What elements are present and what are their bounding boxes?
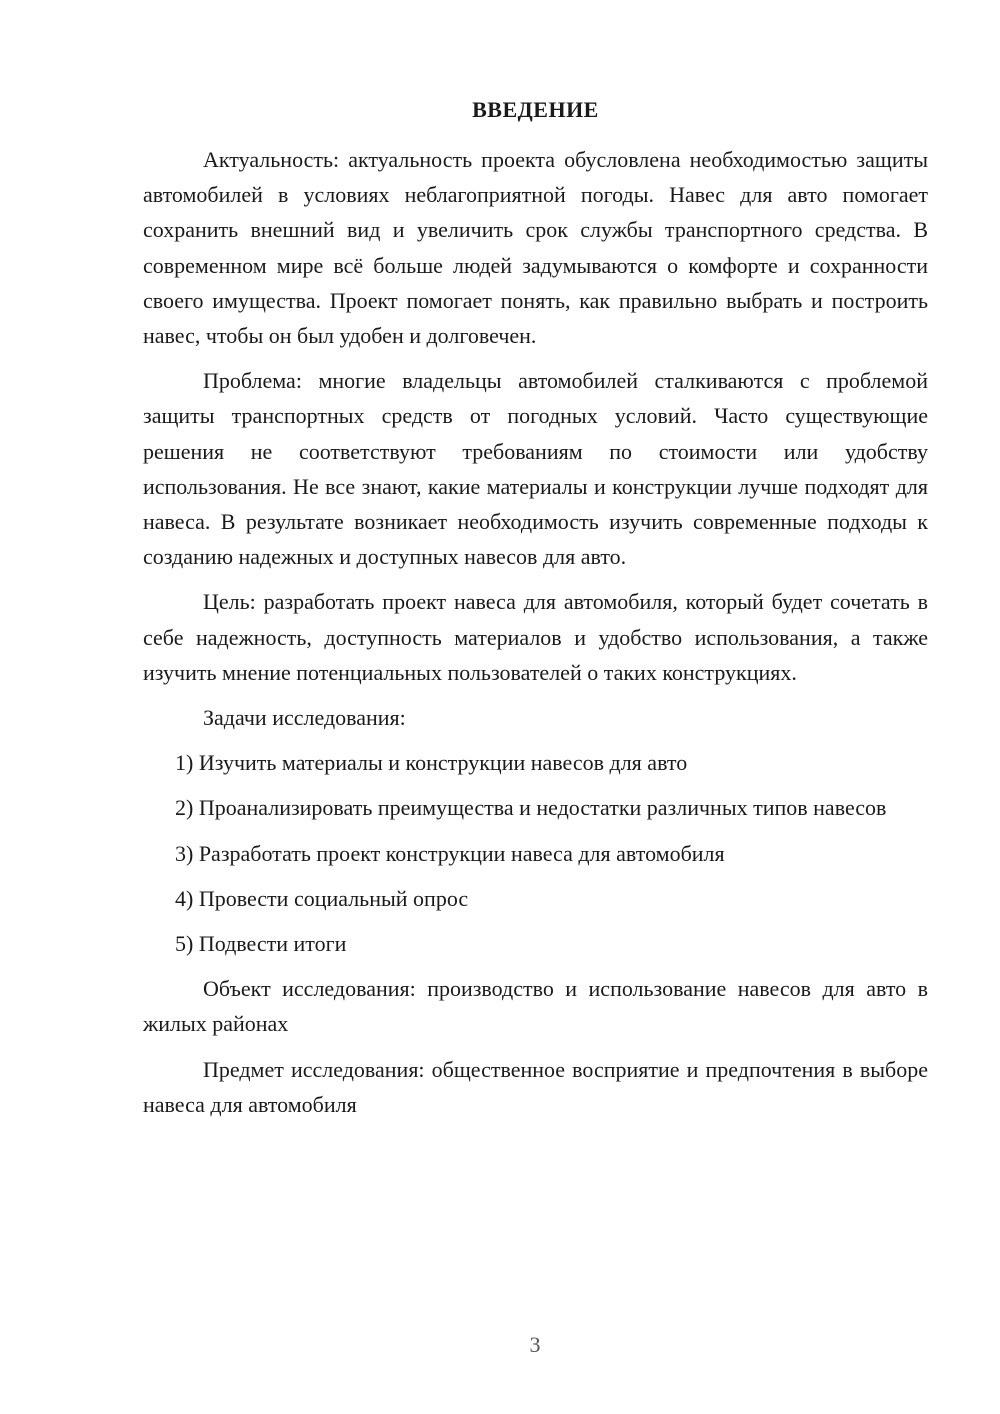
list-item: 5) Подвести итоги bbox=[175, 931, 347, 957]
paragraph-relevance: Актуальность: актуальность проекта обусловлена необходимостью защиты автомобилей в условиях неблагоприятной погоды. Навес для авто помогает сохранить внешний вид и увеличить срок службы транспортного средства. В современном мире всё больше людей задумываются о комфорте и сохранности своего имущества. Проект помогает понять, как правильно выбрать и построить навес, чтобы он был удобен и долговечен. bbox=[143, 147, 928, 349]
list-item: 1) Изучить материалы и конструкции навесов для авто bbox=[175, 750, 688, 776]
page-number: 3 bbox=[529, 1332, 541, 1357]
tasks-list bbox=[143, 745, 928, 961]
document-page bbox=[143, 92, 928, 1132]
paragraph-object: Объект исследования: производство и использование навесов для авто в жилых районах bbox=[143, 976, 928, 1037]
list-item: 3) Разработать проект конструкции навеса для автомобиля bbox=[175, 840, 725, 866]
list-item: 4) Провести социальный опрос bbox=[175, 885, 469, 911]
paragraph-problem: Проблема: многие владельцы автомобилей сталкиваются с проблемой защиты транспортных средств от погодных условий. Часто существующие решения не соответствуют требованиям по стоимости или удобству использования. Не все знают, какие материалы и конструкции лучше подходят для навеса. В результате возникает необходимость изучить современные подходы к созданию надежных и доступных навесов для авто. bbox=[143, 368, 928, 570]
paragraph-goal: Цель: разработать проект навеса для автомобиля, который будет сочетать в себе надежность, доступность материалов и удобство использования, а также изучить мнение потенциальных пользователей о таких конструкциях. bbox=[143, 589, 928, 685]
list-item: 2) Проанализировать преимущества и недостатки различных типов навесов bbox=[175, 795, 887, 821]
page-title: ВВЕДЕНИЕ bbox=[472, 97, 599, 122]
paragraph-subject: Предмет исследования: общественное восприятие и предпочтения в выборе навеса для автомобиля bbox=[143, 1056, 928, 1117]
tasks-heading: Задачи исследования: bbox=[203, 705, 406, 731]
